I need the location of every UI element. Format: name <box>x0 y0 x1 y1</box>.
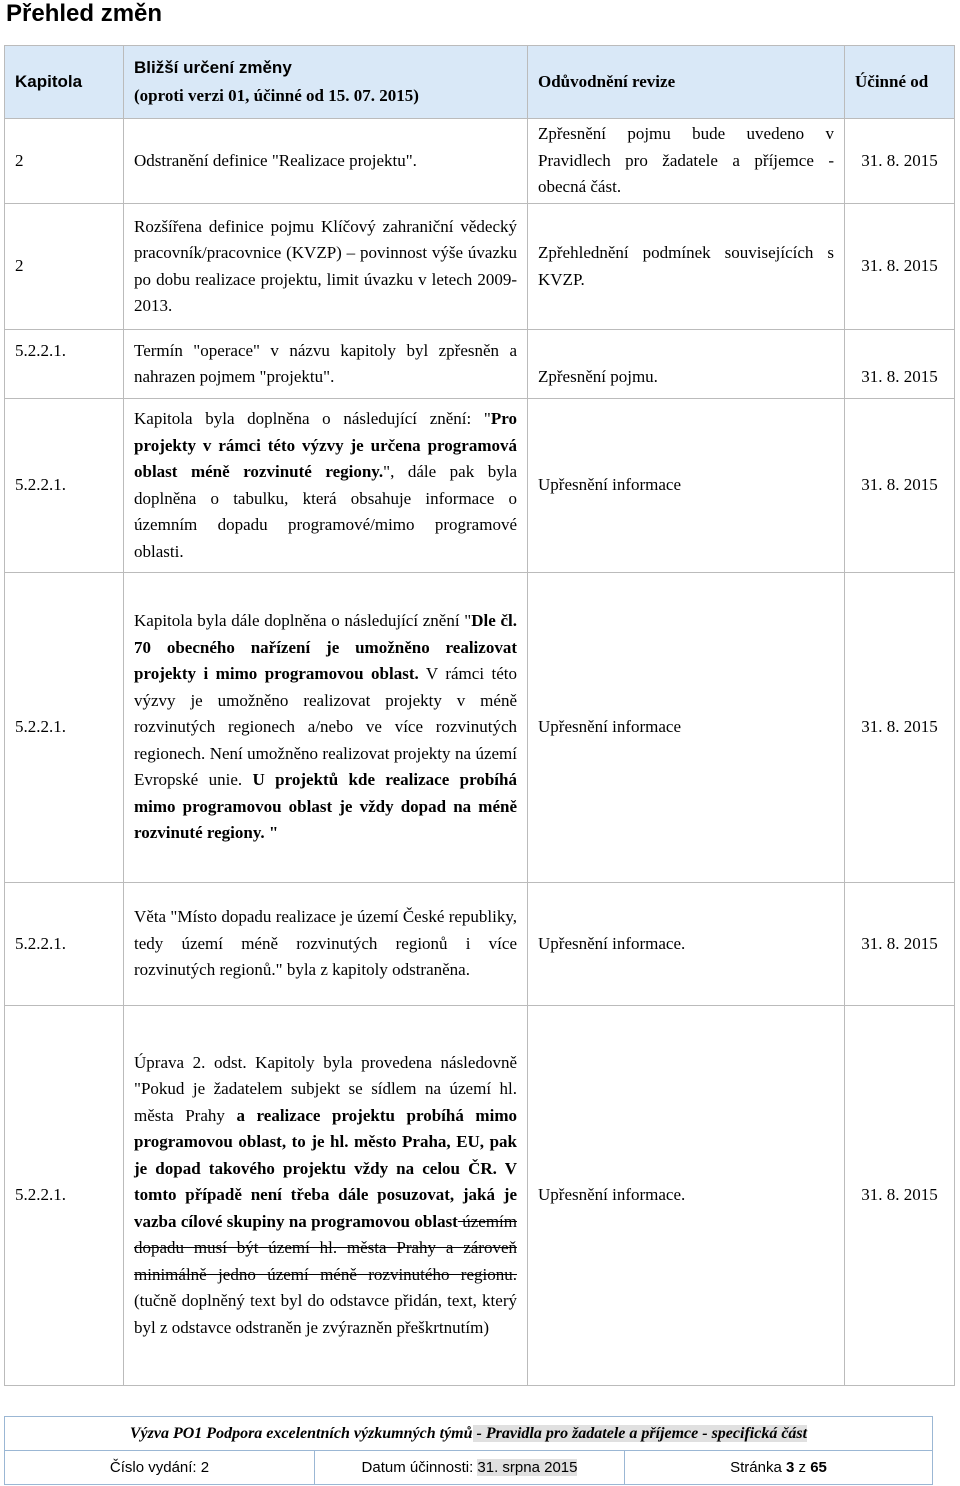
table-row <box>5 883 955 1006</box>
footer-datum-value: 31. srpna 2015 <box>477 1459 578 1476</box>
footer-cislo-vydani: Číslo vydání: 2 <box>5 1451 315 1485</box>
row-oduvodneni: Zpřehlednění podmínek souvisejících s KVZP. <box>528 204 845 330</box>
table-row <box>5 119 955 204</box>
page-footer <box>4 1416 933 1485</box>
row-ucinne: 31. 8. 2015 <box>845 883 955 1006</box>
row-kapitola: 5.2.2.1. <box>5 883 124 1006</box>
footer-datum-label: Datum účinnosti: <box>361 1459 478 1476</box>
header-blizsi-line2: (oproti verzi 01, účinné od 15. 07. 2015) <box>134 86 419 105</box>
row-oduvodneni: Zpřesnění pojmu. <box>528 330 845 399</box>
row-ucinne: 31. 8. 2015 <box>845 330 955 399</box>
zmena-bold: Pro projekty v rámci této výzvy je určena programová oblast méně rozvinuté regiony. <box>134 409 517 481</box>
page-title: Přehled změn <box>6 0 163 27</box>
row-kapitola: 2 <box>5 119 124 204</box>
zmena-bold: Dle čl. 70 obecného nařízení je umožněno realizovat projekty i mimo programovou oblast. <box>134 611 517 684</box>
row-ucinne: 31. 8. 2015 <box>845 1006 955 1386</box>
header-blizsi-line1: Bližší určení změny <box>134 58 292 77</box>
table-row <box>5 399 955 573</box>
footer-title-rest: - Pravidla pro žadatele a příjemce - specifická část <box>472 1424 808 1442</box>
zmena-text: Kapitola byla dále doplněna o následující znění " <box>134 611 472 631</box>
row-oduvodneni: Upřesnění informace <box>528 399 845 573</box>
row-kapitola: 2 <box>5 204 124 330</box>
row-zmena: Rozšířena definice pojmu Klíčový zahraniční vědecký pracovník/pracovnice (KVZP) – povinnost výše úvazku po dobu realizace projektu, limit úvazku v letech 2009-2013. <box>124 204 528 330</box>
table-row <box>5 330 955 399</box>
row-zmena: Věta "Místo dopadu realizace je území České republiky, tedy území méně rozvinutých regionů i více rozvinutých regionů." byla z kapitoly odstraněna. <box>124 883 528 1006</box>
footer-stranka <box>625 1451 933 1485</box>
footer-stranka-cur: 3 <box>786 1459 795 1476</box>
table-row <box>5 573 955 883</box>
zmena-text: Úprava 2. odst. Kapitoly byla provedena následovně "Pokud je žadatelem subjekt se sídlem na území hl. města Prahy <box>134 1052 517 1125</box>
row-oduvodneni: Upřesnění informace. <box>528 1006 845 1386</box>
zmena-text: V rámci této výzvy je umožněno realizovat projekty v méně rozvinutých regionech a/nebo ve více rozvinutých regionech. Není umožněno realizovat projekty na území Evropské unie. <box>134 664 517 790</box>
zmena-bold: U projektů kde realizace probíhá mimo programovou oblast je vždy dopad na méně rozvinuté regiony. " <box>134 770 517 843</box>
footer-datum-ucinnosti <box>315 1451 625 1485</box>
footer-stranka-mid: z <box>794 1459 811 1476</box>
table-row <box>5 1006 955 1386</box>
zmena-text: ", dále pak byla doplněna o tabulku, která obsahuje informace o územním dopadu programové/mimo programové oblasti. <box>134 462 517 561</box>
row-oduvodneni: Zpřesnění pojmu bude uvedeno v Pravidlech pro žadatele a příjemce - obecná část. <box>528 119 845 204</box>
row-ucinne: 31. 8. 2015 <box>845 573 955 883</box>
header-kapitola: Kapitola <box>5 46 124 119</box>
zmena-bold: a realizace projektu probíhá mimo programovou oblast, to je hl. město Praha, EU, pak je dopad takového projektu vždy na celou ČR. V tomto případě není třeba dále posuzovat, jaká je vazba cílové skupiny na programovou oblast <box>134 1105 517 1231</box>
row-oduvodneni: Upřesnění informace <box>528 573 845 883</box>
row-zmena <box>124 1006 528 1386</box>
footer-stranka-label: Stránka <box>730 1459 786 1476</box>
row-kapitola: 5.2.2.1. <box>5 573 124 883</box>
row-zmena <box>124 573 528 883</box>
row-zmena: Termín "operace" v názvu kapitoly byl zpřesněn a nahrazen pojmem "projektu". <box>124 330 528 399</box>
row-ucinne: 31. 8. 2015 <box>845 119 955 204</box>
row-ucinne: 31. 8. 2015 <box>845 204 955 330</box>
header-blizsi-urceni <box>124 46 528 119</box>
changes-table <box>4 45 955 1386</box>
table-header-row <box>5 46 955 119</box>
header-oduvodneni: Odůvodnění revize <box>528 46 845 119</box>
footer-title-main: Výzva PO1 Podpora excelentních výzkumných týmů <box>129 1424 473 1442</box>
row-kapitola: 5.2.2.1. <box>5 399 124 573</box>
row-kapitola: 5.2.2.1. <box>5 330 124 399</box>
row-kapitola: 5.2.2.1. <box>5 1006 124 1386</box>
row-zmena <box>124 399 528 573</box>
table-row <box>5 204 955 330</box>
footer-title <box>5 1417 933 1451</box>
row-zmena: Odstranění definice "Realizace projektu". <box>124 119 528 204</box>
zmena-text: Kapitola byla doplněna o následující znění: " <box>134 409 491 428</box>
footer-stranka-total: 65 <box>810 1459 827 1476</box>
zmena-strike: územím dopadu musí být území hl. města Prahy a zároveň minimálně jedno území méně rozvinutého regionu. <box>134 1211 517 1284</box>
row-ucinne: 31. 8. 2015 <box>845 399 955 573</box>
header-ucinne: Účinné od <box>845 46 955 119</box>
row-oduvodneni: Upřesnění informace. <box>528 883 845 1006</box>
zmena-text: (tučně doplněný text byl do odstavce přidán, text, který byl z odstavce odstraněn je zvýrazněn přeškrtnutím) <box>134 1291 517 1337</box>
